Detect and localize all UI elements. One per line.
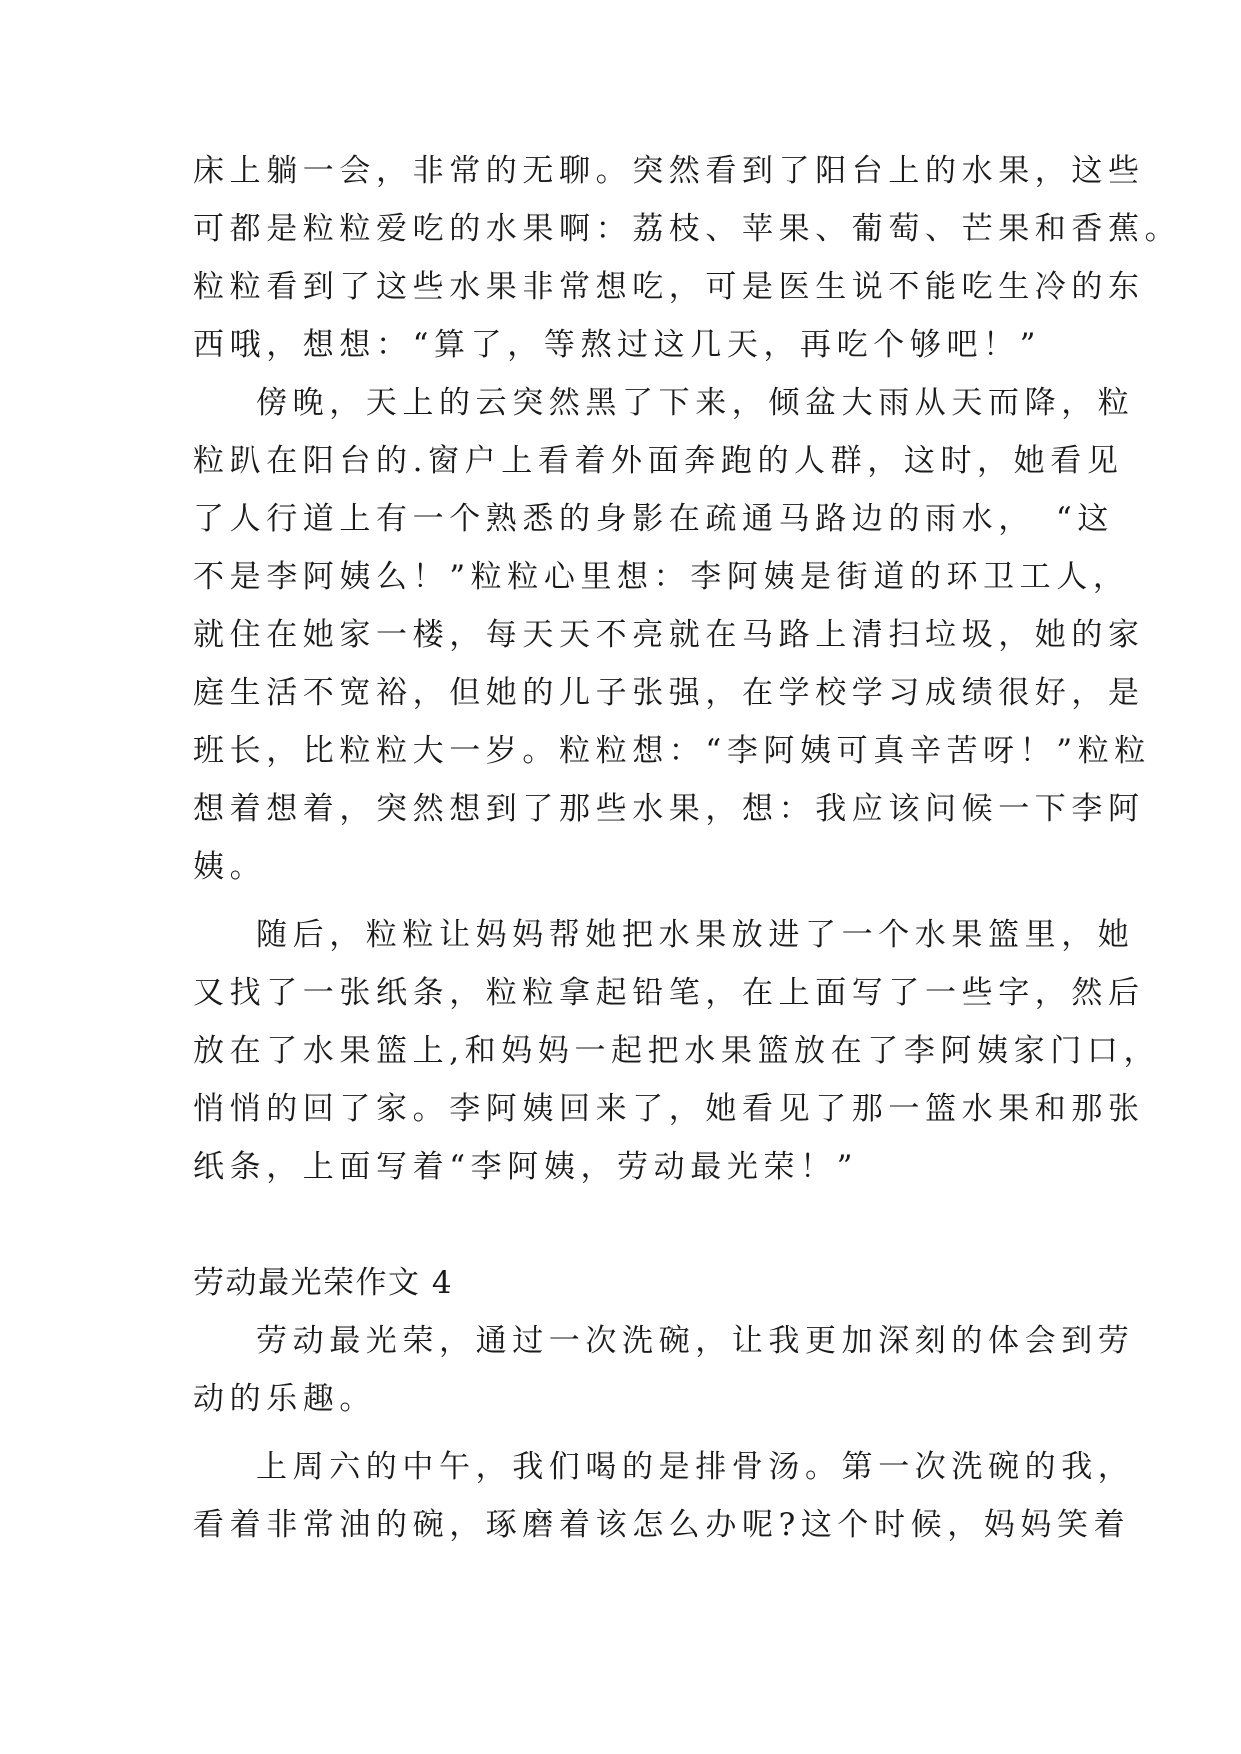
paragraph-line: 床上躺一会，非常的无聊。突然看到了阳台上的水果，这些: [193, 153, 1145, 189]
paragraph-line: 悄悄的回了家。李阿姨回来了，她看见了那一篮水果和那张: [193, 1091, 1145, 1127]
paragraph-line: 上周六的中午，我们喝的是排骨汤。第一次洗碗的我，: [256, 1449, 1135, 1485]
paragraph-line: 又找了一张纸条，粒粒拿起铅笔，在上面写了一些字，然后: [193, 975, 1145, 1011]
paragraph-line: 西哦，想想：“算了，等熬过这几天，再吃个够吧！”: [193, 327, 1042, 363]
paragraph-line: 粒趴在阳台的.窗户上看着外面奔跑的人群，这时，她看见: [193, 443, 1124, 479]
paragraph-line: 动的乐趣。: [193, 1381, 376, 1417]
paragraph-line: 纸条，上面写着“李阿姨，劳动最光荣！”: [193, 1149, 859, 1185]
paragraph-line: 班长，比粒粒大一岁。粒粒想：“李阿姨可真辛苦呀！”粒粒: [193, 733, 1151, 769]
paragraph-line: 劳动最光荣，通过一次洗碗，让我更加深刻的体会到劳: [256, 1323, 1135, 1359]
paragraph-line: 放在了水果篮上,和妈妈一起把水果篮放在了李阿姨家门口，: [193, 1033, 1161, 1069]
paragraph-line: 想着想着，突然想到了那些水果，想：我应该问候一下李阿: [193, 791, 1145, 827]
paragraph-line: 姨。: [193, 849, 267, 885]
paragraph-line: 看着非常油的碗，琢磨着该怎么办呢?这个时候，妈妈笑着: [193, 1507, 1131, 1543]
paragraph-line: 不是李阿姨么！”粒粒心里想：李阿姨是街道的环卫工人，: [193, 559, 1130, 595]
paragraph-line: 就住在她家一楼，每天天不亮就在马路上清扫垃圾，她的家: [193, 617, 1145, 653]
paragraph-line: 随后，粒粒让妈妈帮她把水果放进了一个水果篮里，她: [256, 917, 1135, 953]
paragraph-line: 粒粒看到了这些水果非常想吃，可是医生说不能吃生冷的东: [193, 269, 1145, 305]
paragraph-line: 庭生活不宽裕，但她的儿子张强，在学校学习成绩很好，是: [193, 675, 1145, 711]
paragraph-line: 可都是粒粒爱吃的水果啊：荔枝、苹果、葡萄、芒果和香蕉。: [193, 211, 1182, 247]
section-heading: 劳动最光荣作文 4: [193, 1265, 454, 1301]
paragraph-line: 傍晚，天上的云突然黑了下来，倾盆大雨从天而降，粒: [256, 385, 1135, 421]
paragraph-line: 了人行道上有一个熟悉的身影在疏通马路边的雨水， “这: [193, 501, 1114, 537]
